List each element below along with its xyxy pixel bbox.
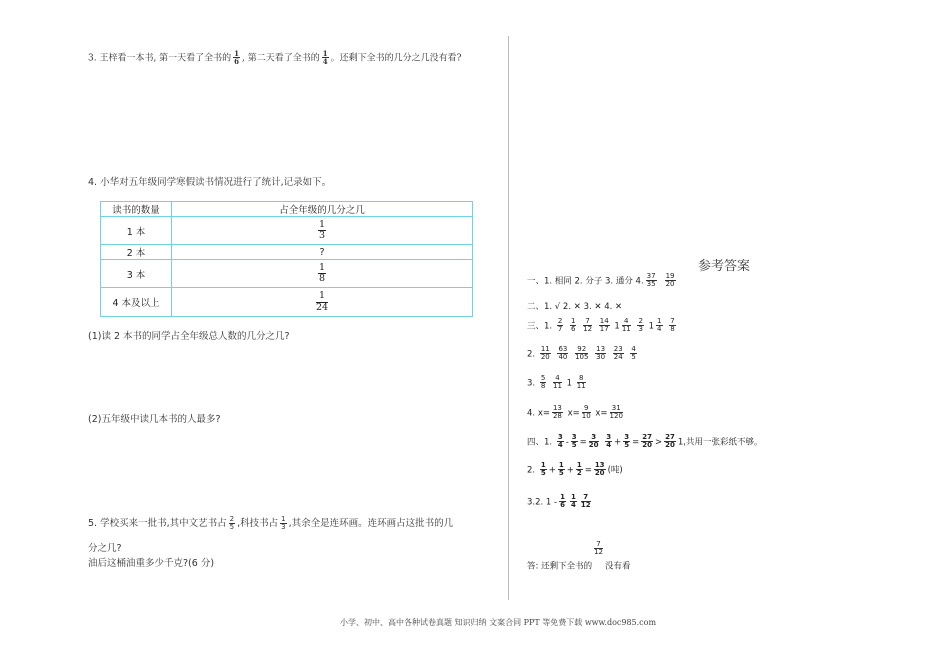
fraction: $\frac{4}{11}$: [552, 374, 562, 391]
fraction: $\frac{23}{24}$: [613, 345, 623, 362]
answer-text: 1,共用一张彩纸不够。: [677, 437, 763, 448]
answer-text: 三、1.: [527, 321, 555, 332]
table-cell-fraction: ?: [172, 245, 473, 260]
fraction: $\frac{9}{10}$: [581, 404, 591, 421]
table-header-fraction: 占全年级的几分之几: [172, 202, 473, 217]
reading-stats-table: [100, 201, 473, 317]
table-cell-fraction: $\frac{1}{3}$: [172, 217, 473, 245]
question-5-line-2: 分之几?: [88, 543, 122, 554]
answer-3-1: [527, 318, 678, 334]
fraction: $\frac{5}{8}$: [540, 374, 546, 391]
answer-text: 3.2. 1 -: [527, 497, 558, 508]
table-cell-count: 2 本: [101, 245, 172, 260]
answer-text: [578, 321, 581, 331]
fraction: $\frac{1}{5}$: [540, 461, 546, 478]
answer-text: [633, 321, 636, 331]
fraction: $\frac{3}{5}$: [571, 433, 577, 450]
fraction: $\frac{1}{4}$: [657, 317, 662, 334]
question-5-line-3: 油后这桶油重多少千克?(6 分): [88, 558, 215, 569]
answer-text: 1: [648, 321, 655, 332]
answer-4-1: [527, 434, 762, 450]
answer-text: [570, 349, 573, 359]
fraction: $\frac{2}{3}$: [638, 317, 643, 334]
answer-text: =: [579, 437, 587, 448]
fraction: $\frac{13}{30}$: [596, 345, 606, 362]
table-cell-fraction: $\frac{1}{24}$: [172, 288, 473, 317]
answer-text: +: [548, 465, 556, 476]
answer-text: [626, 349, 629, 359]
q5-fraction-1: $\frac{2}{5}$: [229, 514, 235, 531]
fraction: $\frac{7}{12}$: [583, 317, 593, 334]
q3-text-1: 3. 王梓看一本书, 第一天看了全书的: [88, 53, 232, 64]
fraction: $\frac{27}{20}$: [665, 433, 675, 450]
answer-2: 二、1. √ 2. ✕ 3. ✕ 4. ✕: [527, 302, 623, 312]
fraction: $\frac{3}{4}$: [606, 433, 612, 450]
q5-fraction-2: $\frac{1}{3}$: [281, 514, 286, 531]
answer-text: =: [632, 437, 640, 448]
fraction: $\frac{2}{7}$: [557, 317, 563, 334]
table-row: [101, 260, 473, 288]
answer-text: x=: [567, 408, 580, 419]
question-4-sub-2: (2)五年级中读几本书的人最多?: [88, 414, 221, 425]
answer-text: 四、1.: [527, 437, 555, 448]
page-divider: [508, 36, 509, 600]
answer-4-2: [527, 462, 623, 478]
fraction: $\frac{1}{6}$: [560, 493, 565, 510]
table-cell-count: 1 本: [101, 217, 172, 245]
fraction: $\frac{7}{8}$: [670, 317, 675, 334]
answers-title: 参考答案: [698, 259, 751, 274]
answer-text: +: [614, 437, 622, 448]
answer-text: 1: [614, 321, 620, 332]
table-row: [101, 245, 473, 260]
table-cell-count: 4 本及以上: [101, 288, 172, 317]
answer-text: >: [654, 437, 663, 448]
table-row: [101, 288, 473, 317]
table-header-row: [101, 202, 473, 217]
fraction: $\frac{3}{4}$: [557, 433, 563, 450]
q3-fraction-2: $\frac{1}{4}$: [322, 49, 328, 67]
table-header-count: 读书的数量: [101, 202, 172, 217]
answer-3-4: [527, 405, 625, 421]
answer-text: [665, 321, 668, 331]
table-cell-fraction: $\frac{1}{8}$: [172, 260, 473, 288]
question-3: [88, 50, 461, 66]
answer-text: 3.: [527, 378, 538, 389]
answer-text: 2.: [527, 465, 538, 476]
table-cell-count: 3 本: [101, 260, 172, 288]
answer-text: [608, 349, 611, 359]
answer-text: 4.: [527, 408, 538, 419]
q3-text-3: 。还剩下全书的几分之几没有看?: [330, 53, 462, 64]
answer-3-3: [527, 375, 588, 391]
answer-text: [548, 378, 551, 388]
question-5: 5. 学校买来一批书,其中文艺书占 $\frac{2}{5}$ ,科技书占 $\frac{1}{3}$ ,其余全是连环画。连环画占这批书的几: [88, 514, 454, 531]
fraction: $\frac{1}{4}$: [570, 493, 576, 510]
answer-text: =: [584, 465, 592, 476]
answer-final: 答: 还剩下全书的 $\frac{7}{12}$ 没有看: [527, 540, 631, 572]
answer-text: [590, 349, 593, 359]
fraction: $\frac{27}{20}$: [642, 433, 652, 450]
q3-fraction-1: $\frac{1}{6}$: [234, 49, 240, 67]
fraction: $\frac{1}{6}$: [570, 317, 576, 334]
answer-text: (吨): [607, 465, 623, 476]
answer-text: +: [566, 465, 574, 476]
fraction: $\frac{3}{20}$: [588, 433, 599, 450]
answer-text: -: [565, 437, 569, 448]
footer-text: 小学、初中、高中各种试卷真题 知识归纳 文案合同 PPT 等免费下载 www.doc985.com: [340, 618, 657, 627]
fraction: $\frac{7}{12}$: [580, 493, 591, 510]
fraction: $\frac{11}{20}$: [540, 345, 550, 362]
answer-4-3: [527, 494, 593, 510]
answer-text: 2.: [527, 349, 538, 360]
question-4-sub-1: (1)读 2 本书的同学占全年级总人数的几分之几?: [88, 331, 290, 342]
fraction: $\frac{4}{5}$: [631, 345, 636, 362]
fraction: $\frac{4}{11}$: [621, 317, 631, 334]
fraction: $\frac{1}{2}$: [576, 461, 582, 478]
answer-text: [594, 321, 597, 331]
fraction: $\frac{13}{28}$: [552, 404, 562, 421]
question-4-title: 4. 小华对五年级同学寒假读书情况进行了统计,记录如下。: [88, 177, 332, 188]
answer-3-2: [527, 346, 639, 362]
answer-1: 一、1. 相同 2. 分子 3. 通分 4. $\frac{37}{35}$ $\frac{19}{20}$: [527, 272, 675, 289]
fraction: $\frac{63}{40}$: [558, 345, 568, 362]
answer-text: x=: [595, 408, 608, 419]
fraction: $\frac{8}{11}$: [576, 374, 586, 391]
answer-text: [601, 437, 604, 447]
fraction: $\frac{3}{5}$: [624, 433, 630, 450]
fraction: $\frac{31}{120}$: [609, 404, 623, 421]
fraction: $\frac{14}{17}$: [599, 317, 609, 334]
answer-text: 1: [566, 378, 575, 389]
fraction: $\frac{92}{105}$: [575, 345, 589, 362]
answer-text: x=: [537, 408, 550, 419]
answer-text: [565, 321, 568, 331]
fraction: $\frac{1}{5}$: [558, 461, 564, 478]
fraction: $\frac{13}{20}$: [594, 461, 605, 478]
answer-text: [553, 349, 556, 359]
q3-text-2: , 第二天看了全书的: [242, 53, 320, 64]
table-row: [101, 217, 473, 245]
